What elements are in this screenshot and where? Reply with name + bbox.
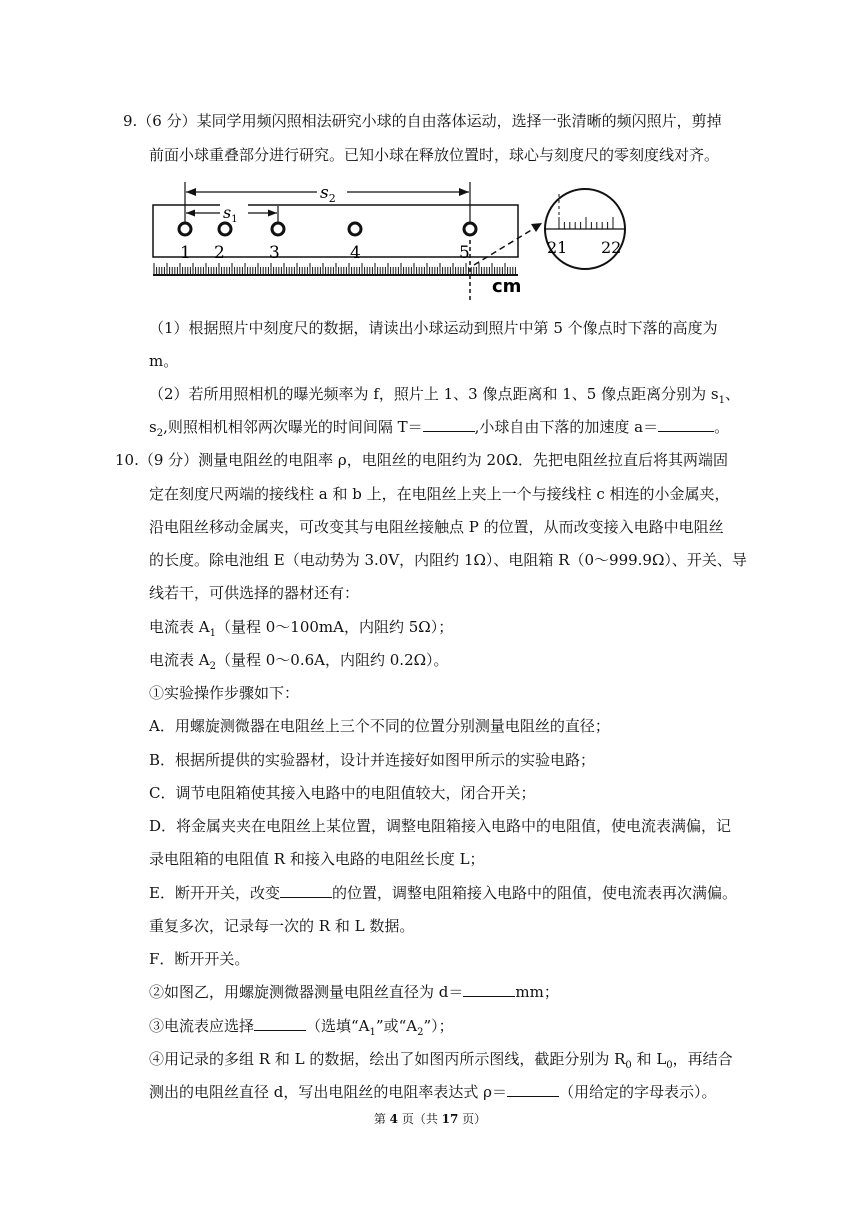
q9-part1-unit: m。 <box>149 352 179 370</box>
point-label-1: 1 <box>180 243 191 263</box>
s1-label: $s_1$ <box>223 203 238 225</box>
q10-line-3: 沿电阻丝移动金属夹，可改变其与电阻丝接触点 P 的位置，从而改变接入电路中电阻丝 <box>149 518 724 536</box>
s2-label: $s_2$ <box>320 183 336 205</box>
unit-label: cm <box>492 276 522 297</box>
step-heading: ①实验操作步骤如下： <box>149 684 300 702</box>
q9-line-2: 前面小球重叠部分进行研究。已知小球在释放位置时，球心与刻度尺的零刻度线对齐。 <box>149 146 720 164</box>
q9-line-1: 9.（6 分）某同学用频闪照相法研究小球的自由落体运动，选择一张清晰的频闪照片，剪掉 <box>123 112 722 130</box>
q10-line-2: 定在刻度尺两端的接线柱 a 和 b 上，在电阻丝上夹上一个与接线柱 c 相连的小金属夹， <box>149 485 730 503</box>
answer-blank-ammeter[interactable] <box>254 1016 306 1031</box>
q9-part2-line-2: $s_2$,则照相机相邻两次曝光的时间间隔 T＝ ,小球自由下落的加速度 a＝ 。 <box>149 418 730 439</box>
zoom-label-22: 22 <box>601 238 622 257</box>
resistivity-question-line-1: ④用记录的多组 R 和 L 的数据，绘出了如图丙所示图线，截距分别为 $R_0$ 和 $L_0$，再结合 <box>149 1050 733 1071</box>
step-d-line-2: 录电阻箱的电阻值 R 和接入电路的电阻丝长度 L； <box>149 850 485 868</box>
step-e-line-2: 重复多次，记录每一次的 R 和 L 数据。 <box>149 917 415 935</box>
step-b: B．根据所提供的实验器材，设计并连接好如图甲所示的实验电路； <box>149 751 596 769</box>
page-footer: 第 4 页（共 17 页） <box>373 1112 487 1126</box>
answer-blank-T[interactable] <box>423 417 475 432</box>
ruler-figure <box>150 180 670 302</box>
diameter-question: ②如图乙，用螺旋测微器测量电阻丝直径为 d＝ mm； <box>149 983 559 1001</box>
answer-blank-a[interactable] <box>658 417 714 432</box>
point-label-2: 2 <box>214 243 225 263</box>
ammeter-a1-spec: 电流表 $A_1$（量程 0～100mA，内阻约 5Ω）； <box>149 618 454 639</box>
step-e-line-1: E．断开开关，改变 的位置，调整电阻箱接入电路中的阻值，使电流表再次满偏。 <box>149 884 737 902</box>
q9-part2-line-1: （2）若所用照相机的曝光频率为 f，照片上 1、3 像点距离和 1、5 像点距离分别为 $s_1$、 <box>149 385 740 406</box>
q10-line-5: 线若干，可供选择的器材还有： <box>149 584 360 602</box>
q10-line-4: 的长度。除电池组 E（电动势为 3.0V，内阻约 1Ω）、电阻箱 R（0～999.9Ω）、开关、导 <box>149 551 747 569</box>
answer-blank-d[interactable] <box>463 982 515 997</box>
step-a: A．用螺旋测微器在电阻丝上三个不同的位置分别测量电阻丝的直径； <box>149 717 610 735</box>
ruler-ticks <box>153 263 518 275</box>
step-f: F．断开开关。 <box>149 950 250 968</box>
point-label-4: 4 <box>350 243 361 263</box>
point-label-5: 5 <box>459 243 470 263</box>
ammeter-a2-spec: 电流表 $A_2$（量程 0～0.6A，内阻约 0.2Ω）。 <box>149 651 449 672</box>
step-d-line-1: D．将金属夹夹在电阻丝上某位置，调整电阻箱接入电路中的电阻值，使电流表满偏，记 <box>149 817 732 835</box>
resistivity-question-line-2: 测出的电阻丝直径 d，写出电阻丝的电阻率表达式 ρ＝ （用给定的字母表示）。 <box>149 1083 717 1101</box>
zoom-label-21: 21 <box>547 238 568 257</box>
answer-blank-rho[interactable] <box>507 1082 559 1097</box>
point-label-3: 3 <box>269 243 280 263</box>
q9-part1-line: （1）根据照片中刻度尺的数据，请读出小球运动到照片中第 5 个像点时下落的高度为 <box>149 319 718 337</box>
ammeter-choice-question: ③电流表应选择 （选填“$A_1$”或“$A_2$”）； <box>149 1017 454 1038</box>
answer-blank-position[interactable] <box>280 883 332 898</box>
zoom-magnifier <box>545 189 625 269</box>
q10-line-1: 10.（9 分）测量电阻丝的电阻率 ρ，电阻丝的电阻约为 20Ω．先把电阻丝拉直后将其两端固 <box>115 451 729 469</box>
step-c: C．调节电阻箱使其接入电路中的电阻值较大，闭合开关； <box>149 784 536 802</box>
